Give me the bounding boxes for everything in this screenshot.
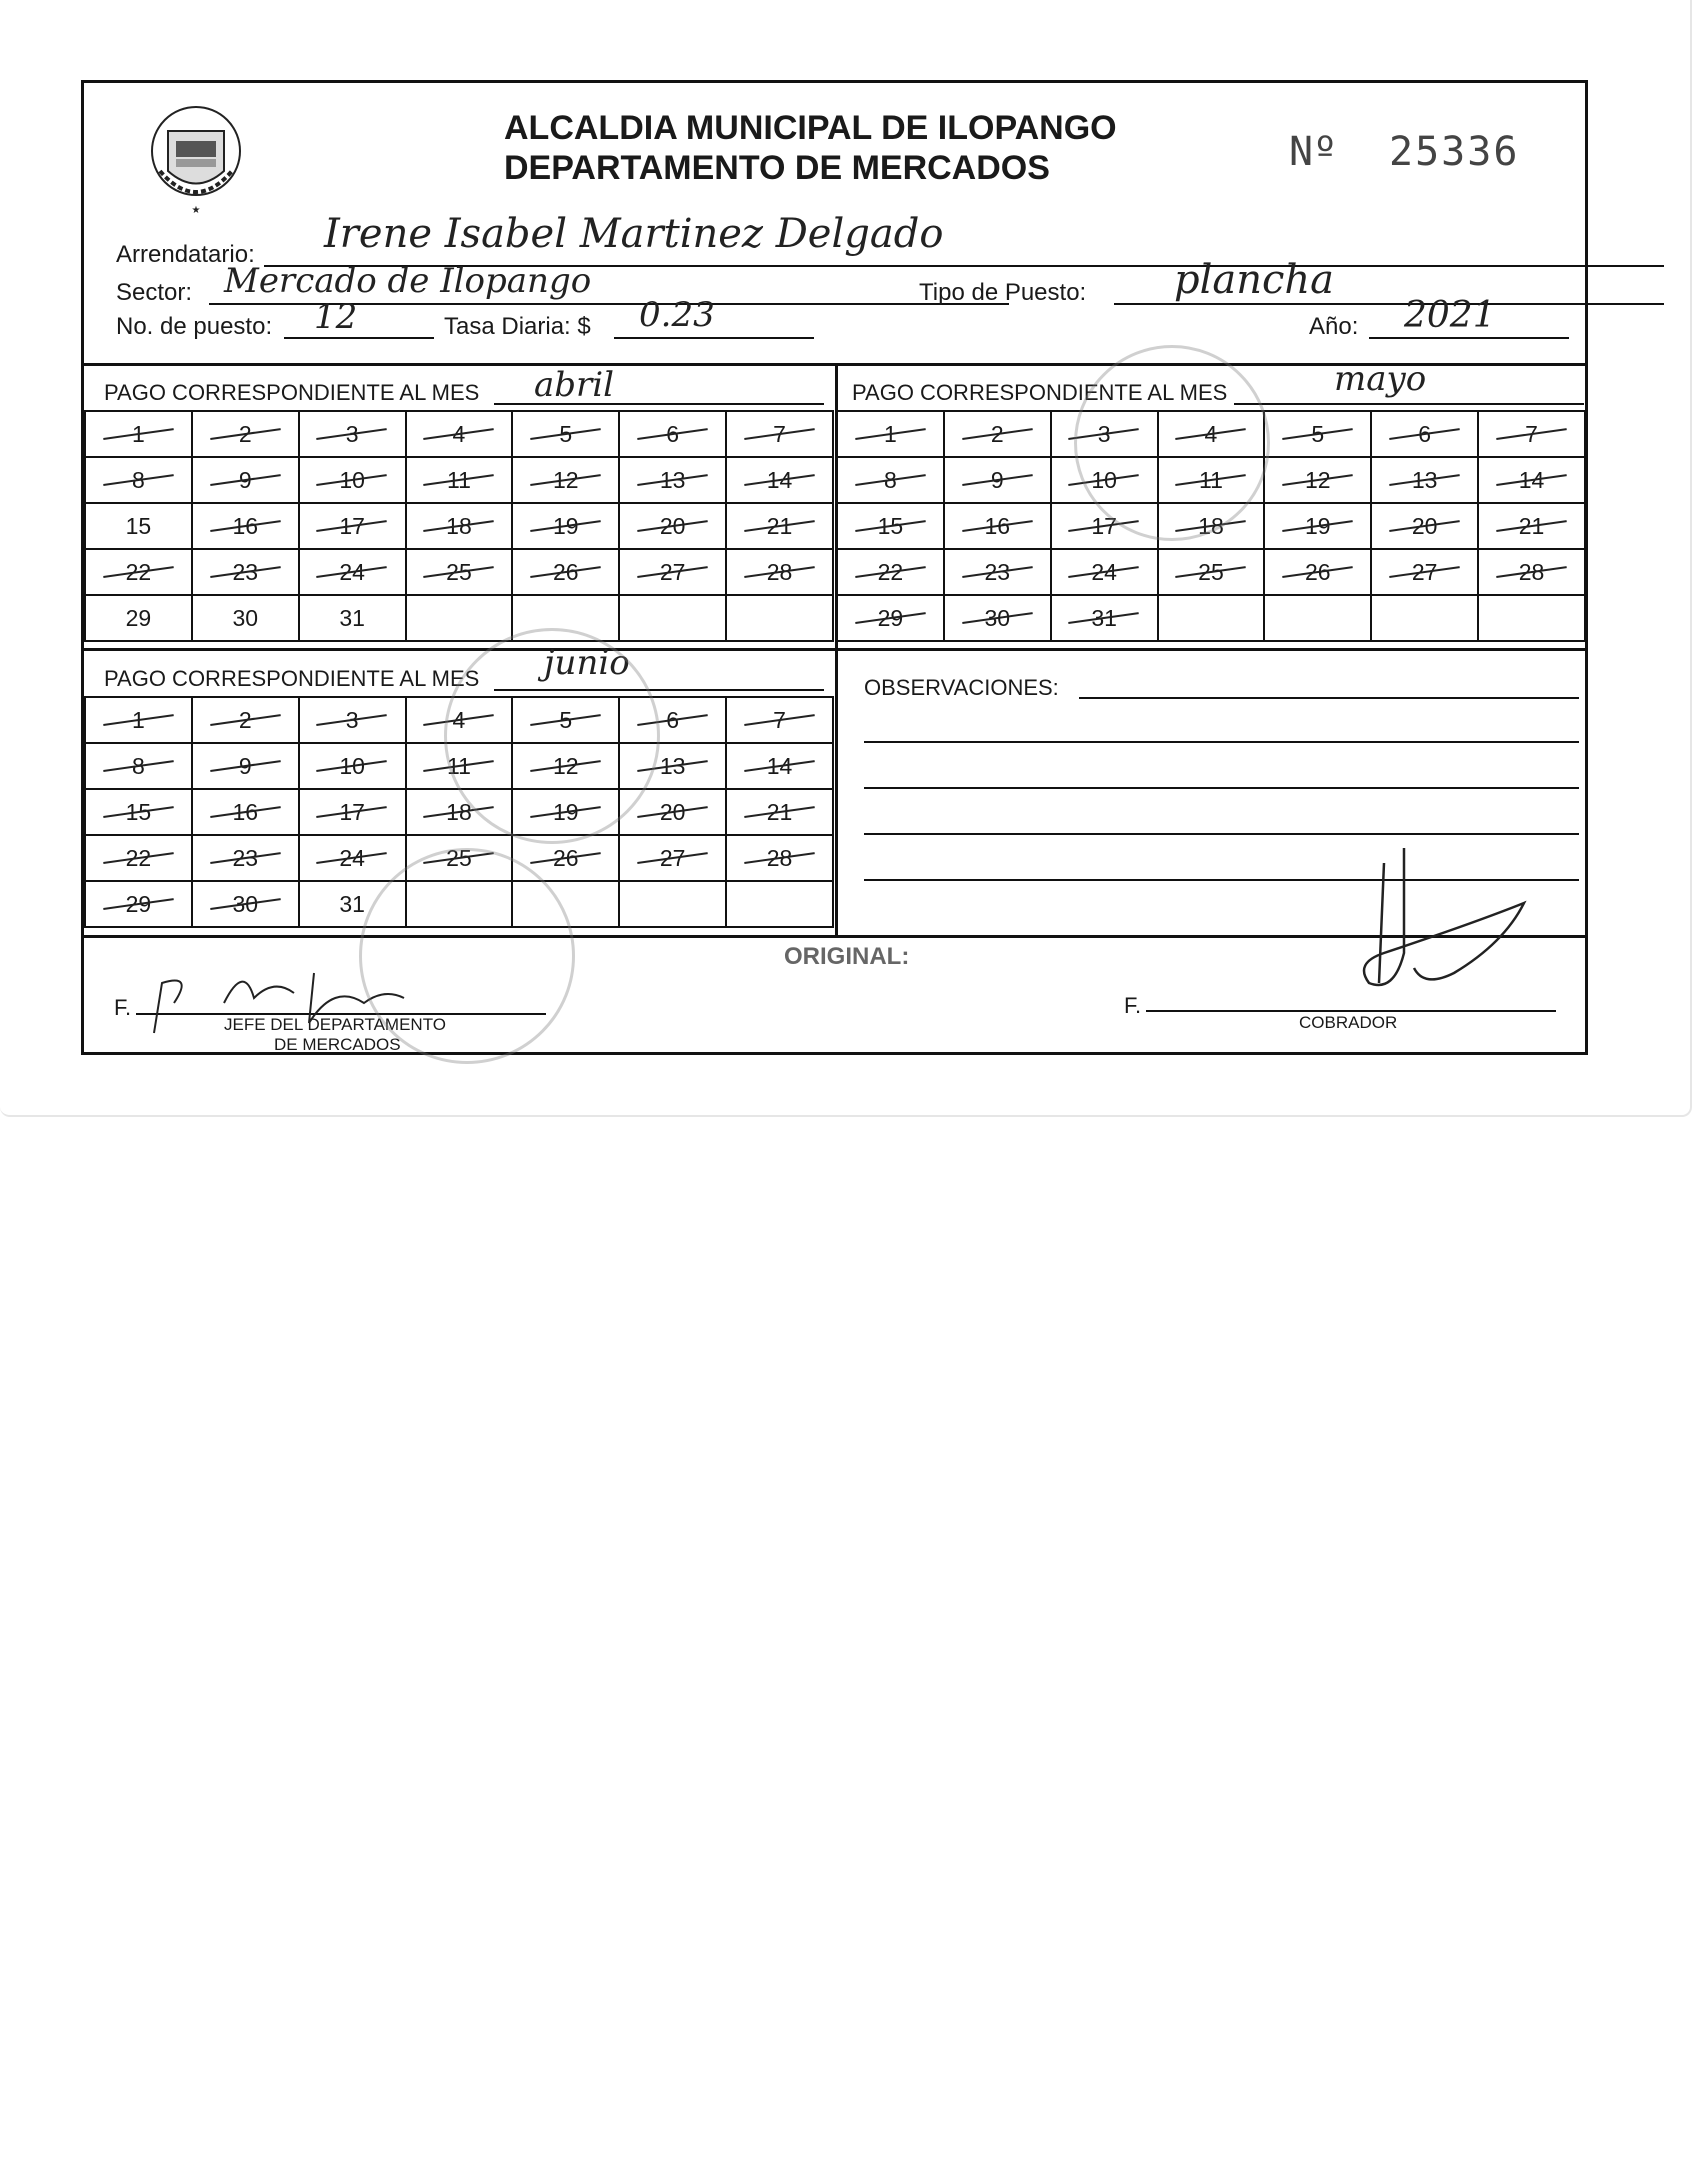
day-cell [192, 503, 299, 549]
day-number: 26 [553, 844, 579, 871]
day-cell [1371, 595, 1478, 641]
day-cell [192, 697, 299, 743]
day-cell [85, 835, 192, 881]
day-cell [85, 743, 192, 789]
day-cell [406, 503, 513, 549]
day-cell [85, 411, 192, 457]
day-number: 31 [339, 890, 365, 917]
day-cell [1478, 457, 1585, 503]
day-cell [85, 881, 192, 927]
day-number: 30 [232, 604, 259, 631]
day-number: 22 [125, 844, 152, 871]
day-number: 9 [238, 466, 252, 493]
day-number: 12 [553, 752, 579, 779]
day-number: 20 [659, 512, 686, 539]
day-number: 4 [1204, 420, 1218, 447]
day-number: 11 [447, 466, 471, 493]
day-number: 10 [339, 466, 365, 493]
puesto-value: 12 [314, 297, 358, 337]
day-cell [944, 457, 1051, 503]
day-number: 22 [125, 558, 152, 585]
cobrador-label: COBRADOR [1299, 1013, 1398, 1032]
day-number: 5 [559, 706, 573, 733]
day-number: 17 [339, 512, 365, 539]
arrendatario-label: Arrendatario: [116, 241, 255, 268]
day-number: 1 [132, 706, 145, 733]
day-cell [299, 835, 406, 881]
day-cell [85, 697, 192, 743]
day-cell [512, 411, 619, 457]
day-cell [837, 457, 944, 503]
footer-stamp [359, 848, 575, 1064]
arrendatario-value: Irene Isabel Martinez Delgado [324, 211, 944, 257]
day-number: 29 [125, 604, 152, 631]
day-cell [85, 789, 192, 835]
day-number: 9 [238, 752, 252, 779]
day-cell [1264, 411, 1371, 457]
day-cell [192, 835, 299, 881]
observaciones-line-4 [864, 833, 1579, 835]
firma-prefix-right: F. [1124, 993, 1142, 1018]
day-number: 20 [1411, 512, 1438, 539]
day-cell [619, 503, 726, 549]
day-cell [1478, 595, 1585, 641]
day-cell [726, 595, 833, 641]
day-number: 3 [345, 420, 359, 447]
day-cell [1478, 503, 1585, 549]
day-number: 7 [773, 420, 786, 447]
day-cell [726, 743, 833, 789]
day-cell [299, 697, 406, 743]
day-cell [192, 411, 299, 457]
divider-middle [84, 648, 1585, 651]
folio-label: Nº [1289, 129, 1338, 175]
day-cell [299, 503, 406, 549]
jefe-label-2: DE MERCADOS [274, 1035, 401, 1054]
day-cell [1158, 595, 1265, 641]
anio-label: Año: [1309, 313, 1359, 340]
day-number: 5 [559, 420, 573, 447]
day-number: 8 [884, 466, 897, 493]
day-cell [726, 881, 833, 927]
sector-label: Sector: [116, 279, 193, 306]
day-cell [1051, 595, 1158, 641]
day-cell [192, 743, 299, 789]
day-number: 24 [1091, 558, 1117, 585]
day-number: 30 [984, 604, 1011, 631]
day-number: 8 [132, 466, 145, 493]
day-cell [512, 457, 619, 503]
day-number: 23 [984, 558, 1011, 585]
day-cell [837, 595, 944, 641]
day-cell [726, 697, 833, 743]
calendar-row [837, 595, 1585, 641]
observaciones-label: OBSERVACIONES: [864, 675, 1059, 700]
day-number: 12 [1305, 466, 1331, 493]
firma-prefix-left: F. [114, 995, 132, 1020]
day-cell [837, 549, 944, 595]
day-cell [85, 457, 192, 503]
day-cell [726, 549, 833, 595]
day-cell [619, 595, 726, 641]
day-number: 16 [984, 512, 1011, 539]
day-cell [512, 549, 619, 595]
day-cell [1371, 411, 1478, 457]
anio-line [1369, 337, 1569, 339]
tasa-line [614, 337, 814, 339]
day-number: 26 [553, 558, 579, 585]
market-payment-card [81, 80, 1588, 1055]
day-number: 10 [339, 752, 365, 779]
day-number: 7 [773, 706, 786, 733]
day-number: 13 [659, 752, 686, 779]
day-number: 28 [766, 558, 793, 585]
day-number: 28 [1518, 558, 1545, 585]
folio-number: 25336 [1389, 129, 1520, 175]
day-cell [1264, 503, 1371, 549]
day-number: 21 [766, 512, 793, 539]
day-cell [619, 549, 726, 595]
day-number: 11 [1199, 466, 1223, 493]
day-number: 24 [339, 558, 365, 585]
day-cell [299, 595, 406, 641]
calendar-row [85, 549, 833, 595]
day-number: 8 [132, 752, 145, 779]
day-number: 30 [232, 890, 259, 917]
day-cell [299, 743, 406, 789]
day-number: 10 [1091, 466, 1117, 493]
day-cell [726, 835, 833, 881]
day-cell [1371, 549, 1478, 595]
day-number: 3 [1097, 420, 1111, 447]
day-number: 13 [659, 466, 686, 493]
day-number: 4 [452, 420, 466, 447]
day-cell [619, 457, 726, 503]
day-cell [192, 549, 299, 595]
day-number: 24 [339, 844, 365, 871]
day-cell [192, 789, 299, 835]
day-number: 14 [766, 752, 793, 779]
day-cell [299, 549, 406, 595]
day-cell [85, 549, 192, 595]
day-number: 23 [232, 844, 259, 871]
month-3-value: junio [544, 643, 630, 683]
day-number: 19 [1305, 512, 1331, 539]
day-number: 25 [446, 558, 472, 585]
month-1-label: PAGO CORRESPONDIENTE AL MES [104, 380, 480, 405]
day-cell [299, 789, 406, 835]
day-number: 18 [446, 798, 472, 825]
day-cell [192, 595, 299, 641]
title-line-2: DEPARTAMENTO DE MERCADOS [504, 149, 1050, 187]
day-number: 11 [447, 752, 471, 779]
day-cell [944, 595, 1051, 641]
day-number: 2 [238, 420, 252, 447]
day-cell [726, 503, 833, 549]
day-number: 7 [1525, 420, 1538, 447]
day-cell [944, 411, 1051, 457]
day-number: 4 [452, 706, 466, 733]
day-number: 3 [345, 706, 359, 733]
day-number: 12 [553, 466, 579, 493]
day-number: 21 [1518, 512, 1545, 539]
center-stamp [444, 628, 660, 844]
day-number: 14 [1518, 466, 1545, 493]
day-number: 17 [339, 798, 365, 825]
day-number: 20 [659, 798, 686, 825]
day-number: 19 [553, 512, 579, 539]
calendar-row [85, 411, 833, 457]
tipo-puesto-label: Tipo de Puesto: [919, 279, 1087, 306]
tasa-value: 0.23 [639, 295, 715, 335]
original-label: ORIGINAL: [784, 943, 910, 970]
day-number: 6 [1418, 420, 1432, 447]
day-cell [299, 411, 406, 457]
observaciones-line-2 [864, 741, 1579, 743]
day-cell [85, 503, 192, 549]
calendar-row [85, 789, 833, 835]
calendar-row [837, 549, 1585, 595]
puesto-line [284, 337, 434, 339]
day-number: 23 [232, 558, 259, 585]
day-number: 22 [877, 558, 904, 585]
day-number: 1 [884, 420, 897, 447]
day-cell [1264, 457, 1371, 503]
day-cell [944, 549, 1051, 595]
day-number: 6 [666, 420, 680, 447]
day-number: 19 [553, 798, 579, 825]
day-cell [406, 595, 513, 641]
day-number: 25 [446, 844, 472, 871]
month-3-label: PAGO CORRESPONDIENTE AL MES [104, 666, 480, 691]
day-number: 2 [238, 706, 252, 733]
svg-text:★: ★ [191, 205, 201, 216]
day-number: 31 [339, 604, 365, 631]
tasa-label: Tasa Diaria: $ [444, 313, 591, 340]
calendar-row [85, 595, 833, 641]
day-cell [512, 503, 619, 549]
day-cell [1264, 549, 1371, 595]
anio-value: 2021 [1404, 295, 1496, 336]
day-number: 14 [766, 466, 793, 493]
month-1-value: abril [534, 365, 615, 405]
day-number: 5 [1311, 420, 1325, 447]
day-number: 29 [877, 604, 904, 631]
observaciones-line-3 [864, 787, 1579, 789]
cobrador-signature [1274, 843, 1554, 1013]
day-number: 27 [659, 844, 686, 871]
day-cell [406, 549, 513, 595]
day-number: 15 [125, 798, 152, 825]
day-number: 15 [877, 512, 904, 539]
day-cell [1051, 549, 1158, 595]
day-cell [619, 835, 726, 881]
day-number: 17 [1091, 512, 1117, 539]
day-cell [1371, 503, 1478, 549]
month-2-line [1234, 403, 1584, 405]
day-cell [1478, 549, 1585, 595]
title-line-1: ALCALDIA MUNICIPAL DE ILOPANGO [504, 109, 1117, 147]
day-number: 31 [1091, 604, 1117, 631]
tipo-puesto-value: plancha [1174, 257, 1335, 303]
day-cell [1264, 595, 1371, 641]
day-cell [837, 503, 944, 549]
day-number: 27 [659, 558, 686, 585]
day-number: 1 [132, 420, 145, 447]
day-number: 29 [125, 890, 152, 917]
calendar-row [85, 457, 833, 503]
admin-stamp [1074, 345, 1270, 541]
day-cell [85, 595, 192, 641]
day-number: 28 [766, 844, 793, 871]
day-cell [944, 503, 1051, 549]
day-number: 6 [666, 706, 680, 733]
day-cell [406, 457, 513, 503]
day-cell [726, 789, 833, 835]
day-number: 27 [1411, 558, 1438, 585]
day-cell [192, 881, 299, 927]
day-number: 18 [446, 512, 472, 539]
day-cell [726, 457, 833, 503]
month-1-calendar [84, 410, 834, 642]
month-2-label: PAGO CORRESPONDIENTE AL MES [852, 380, 1228, 405]
day-cell [837, 411, 944, 457]
month-2-value: mayo [1334, 359, 1427, 399]
municipal-seal-icon [146, 101, 246, 219]
puesto-label: No. de puesto: [116, 313, 273, 340]
jefe-label-1: JEFE DEL DEPARTAMENTO [224, 1015, 446, 1034]
day-number: 21 [766, 798, 793, 825]
sector-value: Mercado de Ilopango [224, 261, 592, 301]
observaciones-line-1 [1079, 697, 1579, 699]
day-number: 16 [232, 512, 259, 539]
day-cell [1158, 549, 1265, 595]
day-number: 2 [990, 420, 1004, 447]
day-number: 9 [990, 466, 1004, 493]
day-cell [1478, 411, 1585, 457]
day-cell [1371, 457, 1478, 503]
day-cell [406, 411, 513, 457]
day-number: 16 [232, 798, 259, 825]
tipo-puesto-line [1114, 303, 1664, 305]
day-cell [619, 411, 726, 457]
day-cell [619, 881, 726, 927]
day-cell [192, 457, 299, 503]
day-number: 15 [125, 512, 152, 539]
day-cell [726, 411, 833, 457]
day-number: 18 [1198, 512, 1224, 539]
calendar-row [85, 503, 833, 549]
day-number: 25 [1198, 558, 1224, 585]
day-number: 13 [1411, 466, 1438, 493]
day-cell [299, 457, 406, 503]
day-number: 26 [1305, 558, 1331, 585]
